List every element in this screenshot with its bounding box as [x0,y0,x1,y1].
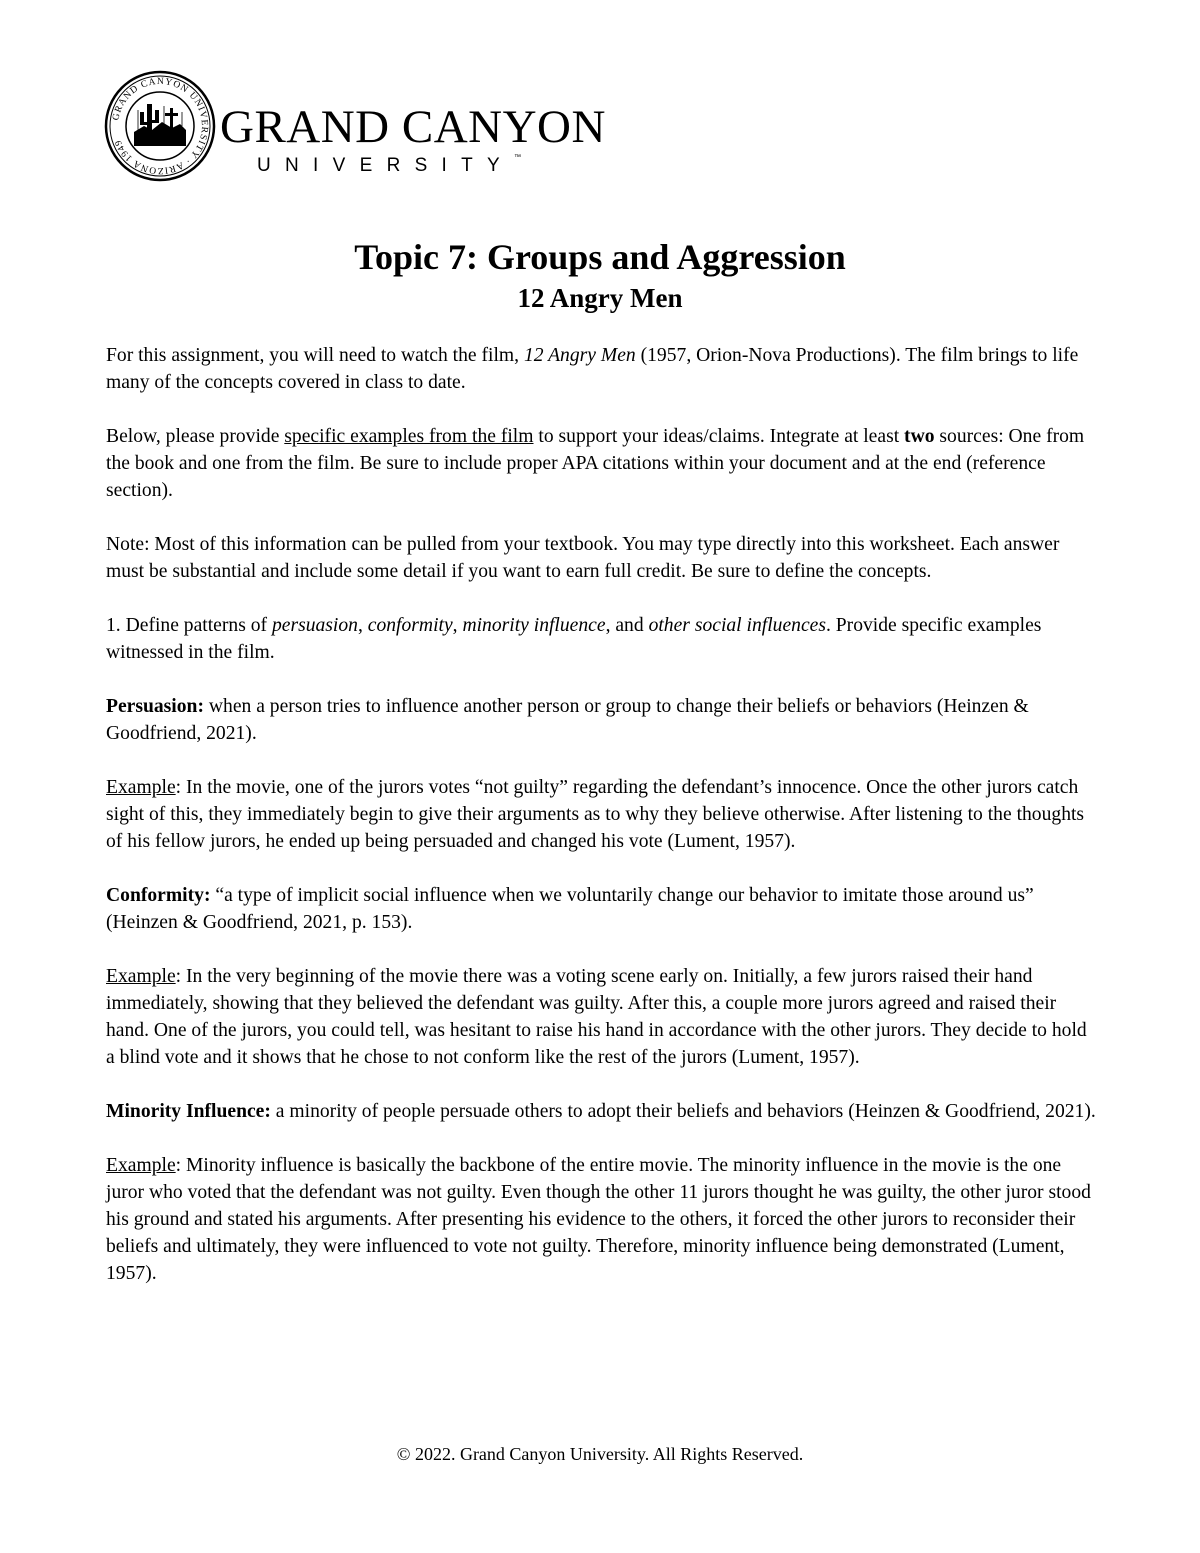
logo-wordmark [220,101,606,153]
logo-word-grand: GRAND [220,101,390,153]
film-title: 12 Angry Men [523,345,636,366]
minority-definition: Minority Influence: a minority of people persuade others to adopt their beliefs and behaviors (Heinzen & Goodfriend, 2021). [106,1101,1096,1122]
page-title: Topic 7: Groups and Aggression [354,237,846,277]
copyright-footer: © 2022. Grand Canyon University. All Rights Reserved. [396,1444,804,1464]
example-label: Example [106,966,176,987]
note-paragraph: Note: Most of this information can be pulled from your textbook. You may type directly into this worksheet. Each answer must be substantial and include some detail if you want to earn full credit. Be sure to define the concepts. [106,534,1060,582]
example-label: Example [106,1155,176,1176]
logo-word-canyon: CANYON [401,101,606,153]
trademark-symbol: ™ [514,154,522,161]
conformity-label: Conformity: [106,885,211,906]
persuasion-label: Persuasion: [106,696,204,717]
document-body [106,342,1096,1314]
bold-two: two [904,426,935,447]
logo-subword: UNIVERSITY™ [257,154,522,176]
university-logo [104,70,604,190]
persuasion-definition: Persuasion: when a person tries to influence another person or group to change their beliefs or behaviors (Heinzen & Goodfriend, 2021). [106,696,1029,744]
page-subtitle: 12 Angry Men [517,283,683,313]
minority-example: Example: Minority influence is basically the backbone of the entire movie. The minority influence in the movie is the one juror who voted that the defendant was not guilty. Even though the other 11 jurors thought he was guilty, the other juror stood his ground and stated his arguments. After presenting his evidence to the others, it forced the other jurors to reconsider their beliefs and ultimately, they were influenced to vote not guilty. Therefore, minority influence being demonstrated (Lument, 1957). [106,1155,1091,1284]
question-1: 1. Define patterns of persuasion, conformity, minority influence, and other social influences. Provide specific examples witnessed in the film. [106,615,1042,663]
underlined-phrase: specific examples from the film [284,426,534,447]
seal-text: GRAND CANYON UNIVERSITY · ARIZONA 1949 [111,76,210,176]
conformity-definition: Conformity: “a type of implicit social influence when we voluntarily change our behavior to imitate those around us” (Heinzen & Goodfriend, 2021, p. 153). [106,885,1034,933]
instructions-paragraph: Below, please provide specific examples from the film to support your ideas/claims. Integrate at least two sources: One from the book and one from the film. Be sure to include proper APA citations within your document and at the end (reference section). [106,426,1085,501]
university-seal-icon [104,70,216,182]
persuasion-example: Example: In the movie, one of the jurors votes “not guilty” regarding the defendant’s innocence. Once the other jurors catch sight of this, they immediately begin to give their arguments as to why they believe otherwise. After listening to the thoughts of his fellow jurors, he ended up being persuaded and changed his vote (Lument, 1957). [106,777,1085,852]
minority-label: Minority Influence: [106,1101,271,1122]
intro-paragraph: For this assignment, you will need to watch the film, 12 Angry Men (1957, Orion-Nova Productions). The film brings to life many of the concepts covered in class to date. [106,345,1079,393]
example-label: Example [106,777,176,798]
conformity-example: Example: In the very beginning of the movie there was a voting scene early on. Initially, a few jurors raised their hand immediately, showing that they believed the defendant was guilty. After this, a couple more jurors agreed and raised their hand. One of the jurors, you could tell, was hesitant to raise his hand in accordance with the other jurors. They decide to hold a blind vote and it shows that he chose to not conform like the rest of the jurors (Lument, 1957). [106,966,1087,1068]
